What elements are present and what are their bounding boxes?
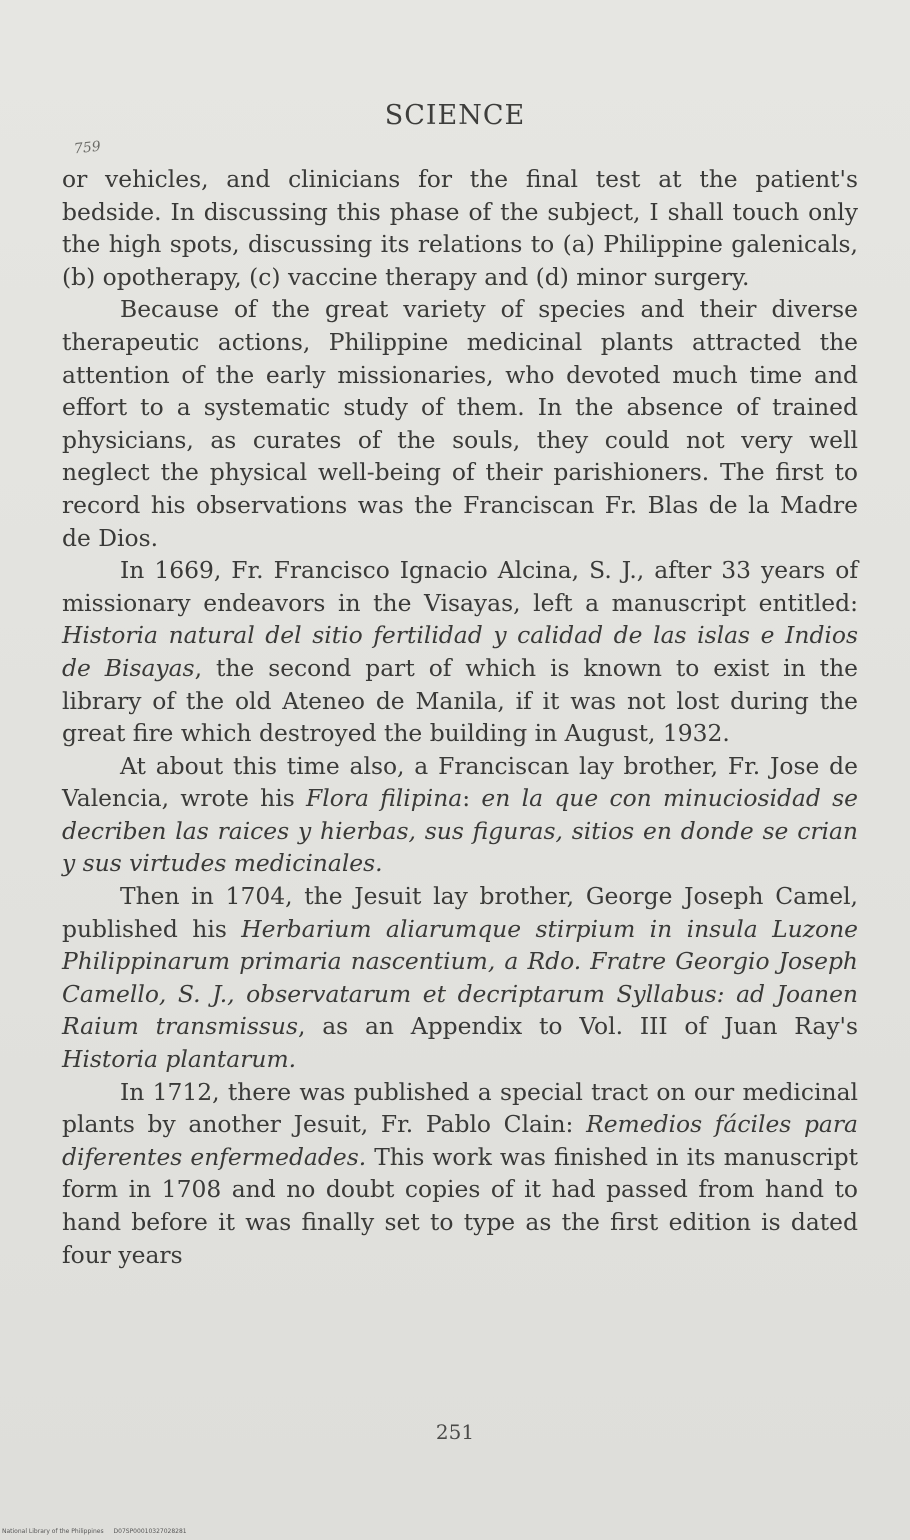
page-header: SCIENCE [384,100,526,131]
text-segment: , as an Appendix to Vol. III of Juan Ray's [297,1012,858,1041]
paragraph [62,750,858,880]
text-segment: Then in 1704, the Jesuit lay brother, George Joseph Camel, published his [62,882,858,943]
page-number: 251 [435,1420,475,1444]
italic-text-segment: en la que con minuciosidad se decriben las raices y hierbas, sus figuras, sitios en donde se crian y sus virtudes medicinales. [62,784,858,878]
text-segment: At about this time also, a Franciscan lay brother, Fr. Jose de Valencia, wrote his [62,751,858,813]
italic-text-segment: Historia natural del sitio fertilidad y calidad de las islas e Indios de Bisayas [62,621,858,682]
text-segment: Because of the great variety of species and their diverse therapeutic actions, Philippine medicinal plants attracted the attention of the early missionaries, who devoted much time and effort to a systematic study of them. In the absence of trained physicians, as curates of the souls, they could not very well neglect the physical well-being of their parishioners. The first to record his observations was the Franciscan Fr. Blas de la Madre de Dios. [62,295,858,552]
body-text [62,163,858,1271]
text-segment: : [462,784,482,813]
paragraph [62,554,858,750]
paragraph [62,880,858,1076]
italic-text-segment: Flora filipina [305,784,463,813]
text-segment: or vehicles, and clinicians for the final test at the patient's bedside. In discussing this phase of the subject, I shall touch only the high spots, discussing its relations to (a) Philippine galenicals, (b) opotherapy, (c) vaccine therapy and (d) minor surgery. [62,165,858,291]
text-segment: In 1669, Fr. Francisco Ignacio Alcina, S. J., after 33 years of missionary endeavors in the Visayas, left a manuscript entitled: [62,556,858,617]
text-segment: This work was finished in its manuscript form in 1708 and no doubt copies of it had passed from hand to hand before it was finally set to type as the first edition is dated four years [62,1142,858,1269]
paragraph [62,293,858,554]
footer-library: National Library of the Philippines [2,1528,104,1535]
handwritten-note: 759 [73,138,102,158]
italic-text-segment: Herbarium aliarumque stirpium in insula Luzone Philippinarum primaria nascentium, a Rdo. Fratre Georgio Joseph Camello, S. J., observatarum et decriptarum Syllabus: ad Joanen Raium transmissus [62,914,859,1041]
paragraph [62,1076,858,1272]
footer-credit [2,1528,195,1535]
paragraph [62,163,858,293]
text-segment: , the second part of which is known to exist in the library of the old Ateneo de Manila, if it was not lost during the great fire which destroyed the building in August, 1932. [62,653,858,748]
text-segment: In 1712, there was published a special tract on our medicinal plants by another Jesuit, Fr. Pablo Clain: [62,1077,858,1139]
italic-text-segment: Remedios fáciles para diferentes enfermedades. [62,1110,858,1171]
footer-code: D07SP00010327028281 [113,1528,187,1535]
italic-text-segment: Historia plantarum. [62,1045,297,1074]
